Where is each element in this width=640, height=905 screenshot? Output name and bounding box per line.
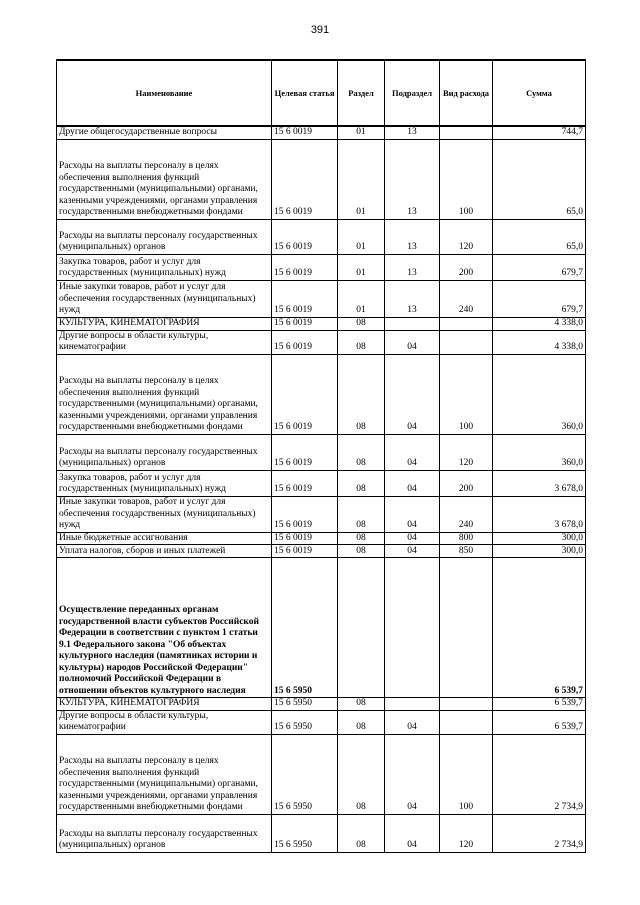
row-section: 01: [338, 139, 385, 219]
header-subsection: Подраздел: [385, 60, 440, 126]
table-row: [57, 558, 586, 698]
table-row: [57, 219, 586, 254]
row-target-article: 15 6 0019: [272, 434, 338, 470]
row-subsection: [385, 698, 440, 711]
row-expense-type: 800: [440, 532, 493, 545]
row-subsection: 04: [385, 434, 440, 470]
table-row: [57, 354, 586, 434]
table-row: [57, 814, 586, 852]
row-name: Расходы на выплаты персоналу государственных (муниципальных) органов: [57, 814, 272, 852]
table-row: [57, 317, 586, 330]
row-subsection: 13: [385, 280, 440, 317]
table-row: [57, 698, 586, 711]
row-amount: 6 539,7: [493, 698, 586, 711]
row-section: 08: [338, 710, 385, 734]
row-section: 08: [338, 496, 385, 532]
budget-table: [56, 59, 586, 853]
row-section: 01: [338, 254, 385, 280]
table-row: [57, 545, 586, 558]
table-row: [57, 710, 586, 734]
row-name: Уплата налогов, сборов и иных платежей: [57, 545, 272, 558]
header-name: Наименование: [57, 60, 272, 126]
row-subsection: [385, 317, 440, 330]
row-amount: 679,7: [493, 280, 586, 317]
row-amount: 4 338,0: [493, 317, 586, 330]
table-row: [57, 532, 586, 545]
row-subsection: 13: [385, 139, 440, 219]
row-target-article: 15 6 0019: [272, 139, 338, 219]
header-amount: Сумма: [493, 60, 586, 126]
row-target-article: 15 6 5950: [272, 698, 338, 711]
row-subsection: 04: [385, 496, 440, 532]
row-name: Иные закупки товаров, работ и услуг для обеспечения государственных (муниципальных) нужд: [57, 496, 272, 532]
row-subsection: 04: [385, 330, 440, 354]
row-amount: 6 539,7: [493, 710, 586, 734]
table-row: [57, 126, 586, 139]
row-target-article: 15 6 0019: [272, 532, 338, 545]
row-subsection: [385, 558, 440, 698]
row-amount: 360,0: [493, 354, 586, 434]
table-row: [57, 496, 586, 532]
row-expense-type: [440, 710, 493, 734]
row-amount: 3 678,0: [493, 470, 586, 496]
row-section: 08: [338, 698, 385, 711]
row-subsection: 04: [385, 545, 440, 558]
row-expense-type: [440, 126, 493, 139]
row-name: Другие вопросы в области культуры, кинематографии: [57, 330, 272, 354]
row-expense-type: 240: [440, 280, 493, 317]
row-amount: 360,0: [493, 434, 586, 470]
row-name: Расходы на выплаты персоналу государственных (муниципальных) органов: [57, 219, 272, 254]
row-amount: 65,0: [493, 139, 586, 219]
row-subsection: 04: [385, 470, 440, 496]
row-target-article: 15 6 0019: [272, 545, 338, 558]
row-expense-type: 120: [440, 434, 493, 470]
row-section: 08: [338, 814, 385, 852]
row-target-article: 15 6 0019: [272, 470, 338, 496]
row-target-article: 15 6 0019: [272, 330, 338, 354]
row-subsection: 13: [385, 126, 440, 139]
row-section: 01: [338, 126, 385, 139]
row-subsection: 04: [385, 814, 440, 852]
row-target-article: 15 6 5950: [272, 734, 338, 814]
row-target-article: 15 6 0019: [272, 280, 338, 317]
row-amount: 679,7: [493, 254, 586, 280]
row-subsection: 04: [385, 710, 440, 734]
row-name: Другие вопросы в области культуры, кинематографии: [57, 710, 272, 734]
row-name: Расходы на выплаты персоналу в целях обеспечения выполнения функций государственными (муниципальными) органами, казенными учреждениями, органами управления государственными внебюджетными фондами: [57, 354, 272, 434]
row-amount: 6 539,7: [493, 558, 586, 698]
row-subsection: 04: [385, 354, 440, 434]
row-name: Иные бюджетные ассигнования: [57, 532, 272, 545]
table-row: [57, 139, 586, 219]
row-expense-type: 120: [440, 814, 493, 852]
row-amount: 65,0: [493, 219, 586, 254]
row-expense-type: 100: [440, 734, 493, 814]
row-amount: 3 678,0: [493, 496, 586, 532]
row-expense-type: [440, 330, 493, 354]
row-section: 08: [338, 354, 385, 434]
row-target-article: 15 6 0019: [272, 354, 338, 434]
page-number: 391: [310, 24, 330, 36]
row-target-article: 15 6 5950: [272, 814, 338, 852]
row-section: [338, 558, 385, 698]
row-target-article: 15 6 0019: [272, 219, 338, 254]
row-target-article: 15 6 0019: [272, 317, 338, 330]
row-name: КУЛЬТУРА, КИНЕМАТОГРАФИЯ: [57, 698, 272, 711]
row-expense-type: [440, 698, 493, 711]
row-name: Закупка товаров, работ и услуг для государственных (муниципальных) нужд: [57, 254, 272, 280]
row-expense-type: 850: [440, 545, 493, 558]
row-section: 08: [338, 545, 385, 558]
row-target-article: 15 6 0019: [272, 126, 338, 139]
table-row: [57, 280, 586, 317]
row-expense-type: [440, 558, 493, 698]
row-expense-type: 200: [440, 254, 493, 280]
row-amount: 4 338,0: [493, 330, 586, 354]
row-expense-type: 100: [440, 354, 493, 434]
row-amount: 300,0: [493, 545, 586, 558]
row-subsection: 13: [385, 219, 440, 254]
row-name: Другие общегосударственные вопросы: [57, 126, 272, 139]
row-target-article: 15 6 5950: [272, 558, 338, 698]
row-target-article: 15 6 0019: [272, 496, 338, 532]
table-row: [57, 330, 586, 354]
table-row: [57, 734, 586, 814]
table-row: [57, 434, 586, 470]
row-section: 01: [338, 219, 385, 254]
row-name: Расходы на выплаты персоналу государственных (муниципальных) органов: [57, 434, 272, 470]
row-section: 08: [338, 532, 385, 545]
row-name: Осуществление переданных органам государственной власти субъектов Российской Федерации в соответствии с пунктом 1 статьи 9.1 Федерального закона "Об объектах культурного наследия (памятниках истории и культуры) народов Российской Федерации" полномочий Российской Федерации в отношении объектов культурного наследия: [57, 558, 272, 698]
table-row: [57, 254, 586, 280]
row-expense-type: 240: [440, 496, 493, 532]
row-name: Расходы на выплаты персоналу в целях обеспечения выполнения функций государственными (муниципальными) органами, казенными учреждениями, органами управления государственными внебюджетными фондами: [57, 139, 272, 219]
table-row: [57, 470, 586, 496]
row-target-article: 15 6 5950: [272, 710, 338, 734]
row-amount: 2 734,9: [493, 814, 586, 852]
row-expense-type: 100: [440, 139, 493, 219]
row-expense-type: [440, 317, 493, 330]
header-expense-type: Вид расхода: [440, 60, 493, 126]
row-expense-type: 200: [440, 470, 493, 496]
row-amount: 744,7: [493, 126, 586, 139]
row-section: 08: [338, 470, 385, 496]
header-target-article: Целевая статья: [272, 60, 338, 126]
row-section: 01: [338, 280, 385, 317]
header-section: Раздел: [338, 60, 385, 126]
table-header-row: [57, 60, 586, 126]
row-section: 08: [338, 734, 385, 814]
row-expense-type: 120: [440, 219, 493, 254]
row-name: Закупка товаров, работ и услуг для государственных (муниципальных) нужд: [57, 470, 272, 496]
row-amount: 300,0: [493, 532, 586, 545]
row-subsection: 04: [385, 532, 440, 545]
row-subsection: 13: [385, 254, 440, 280]
row-name: КУЛЬТУРА, КИНЕМАТОГРАФИЯ: [57, 317, 272, 330]
row-section: 08: [338, 317, 385, 330]
row-name: Расходы на выплаты персоналу в целях обеспечения выполнения функций государственными (муниципальными) органами, казенными учреждениями, органами управления государственными внебюджетными фондами: [57, 734, 272, 814]
row-section: 08: [338, 434, 385, 470]
row-amount: 2 734,9: [493, 734, 586, 814]
row-section: 08: [338, 330, 385, 354]
row-subsection: 04: [385, 734, 440, 814]
row-name: Иные закупки товаров, работ и услуг для обеспечения государственных (муниципальных) нужд: [57, 280, 272, 317]
row-target-article: 15 6 0019: [272, 254, 338, 280]
